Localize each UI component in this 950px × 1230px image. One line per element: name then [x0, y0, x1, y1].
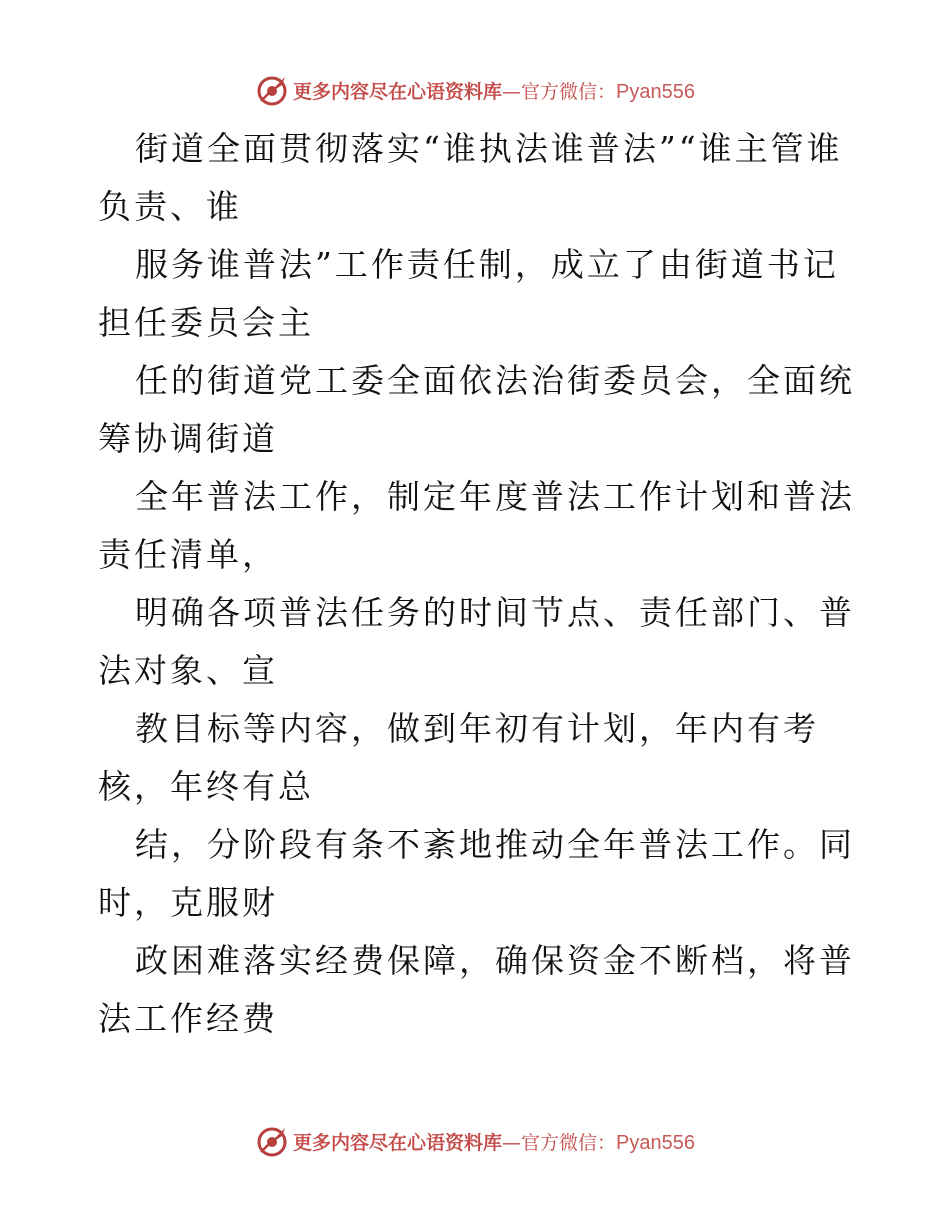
watermark-dash: — [502, 1131, 522, 1154]
paragraph-line: 教目标等内容，做到年初有计划，年内有考核， [98, 709, 819, 806]
paragraph-line: 服务谁普法”工作责任制，成立了由街道书记担 [98, 245, 839, 342]
watermark-dash: — [502, 80, 522, 103]
paragraph-line: 年终有总 [170, 767, 314, 806]
watermark-site-name: 更多内容尽在心语资料库 [293, 80, 503, 103]
paragraph-line: 对象、宣 [134, 651, 278, 690]
footer-watermark [0, 1121, 950, 1161]
watermark-wechat-label: 官方微信： [521, 1131, 617, 1154]
paragraph [98, 816, 858, 932]
paragraph-line: 街道全面贯彻落实“谁执法谁普法”“谁主管谁 [135, 129, 843, 168]
paragraph-line: 政困难落实经费保障，确保资金不断档，将普法 [98, 941, 855, 1038]
watermark-wechat-label: 官方微信： [521, 80, 617, 103]
quill-logo-icon [255, 73, 289, 107]
paragraph-line: 工作经费 [134, 999, 278, 1038]
paragraph-line: 任的街道党工委全面依法治街委员会，全面统筹 [98, 361, 855, 458]
paragraph-line: 任清单， [134, 535, 278, 574]
paragraph-line: 负责、谁 [98, 187, 242, 226]
paragraph [98, 352, 858, 468]
paragraph [98, 468, 858, 584]
paragraph-line: 结，分阶段有条不紊地推动全年普法工作。同 [135, 825, 855, 864]
paragraph-line: 时，克服财 [98, 883, 278, 922]
paragraph-line: 协调街道 [134, 419, 278, 458]
quill-logo-icon [255, 1124, 289, 1158]
watermark-site-name: 更多内容尽在心语资料库 [293, 1131, 503, 1154]
document-body [98, 120, 858, 1048]
paragraph [98, 932, 858, 1048]
watermark-wechat-id: Pyan556 [616, 80, 695, 103]
paragraph-line: 任委员会主 [134, 303, 314, 342]
paragraph [98, 120, 858, 236]
paragraph-line: 全年普法工作，制定年度普法工作计划和普法责 [98, 477, 855, 574]
paragraph [98, 700, 858, 816]
paragraph-line: 明确各项普法任务的时间节点、责任部门、普法 [98, 593, 855, 690]
watermark-wechat-id: Pyan556 [616, 1131, 695, 1154]
header-watermark [0, 70, 950, 110]
paragraph [98, 236, 858, 352]
paragraph [98, 584, 858, 700]
